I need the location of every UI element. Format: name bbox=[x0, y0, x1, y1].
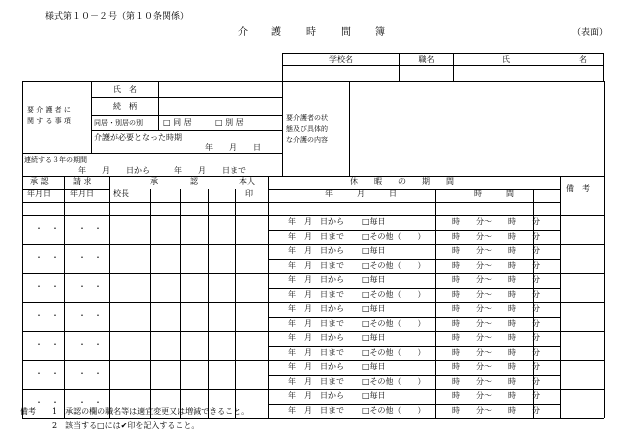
school-cell[interactable] bbox=[283, 66, 400, 82]
request-date-cell: ・ ・ bbox=[78, 311, 102, 320]
care-relation-label: 続 柄 bbox=[113, 102, 137, 111]
name-header bbox=[454, 54, 604, 66]
approve-header: 承 認 bbox=[150, 177, 198, 186]
notes-label: 備考 bbox=[20, 407, 36, 416]
title-char: 時 bbox=[306, 27, 316, 38]
title-char: 簿 bbox=[375, 27, 385, 38]
leave-time-from: 時 分～ 時 分 bbox=[452, 275, 540, 284]
title-char: 護 bbox=[271, 27, 281, 38]
name-cell[interactable] bbox=[454, 66, 604, 82]
job-cell[interactable] bbox=[400, 66, 454, 82]
leave-period-header: 休 暇 の 期 間 bbox=[350, 177, 454, 186]
note-item: 1 承認の欄の職名等は適宜変更又は増減できること。 bbox=[52, 407, 250, 416]
leave-time-to: 時 分～ 時 分 bbox=[452, 319, 540, 328]
leave-date-from: 年 月 日から bbox=[288, 246, 344, 255]
leave-time-to: 時 分～ 時 分 bbox=[452, 348, 540, 357]
care-section-label: 要 介 護 者 に bbox=[27, 106, 71, 114]
title-char: 間 bbox=[341, 27, 351, 38]
staff-table bbox=[282, 53, 604, 82]
condition-label: な介護の内容 bbox=[286, 136, 328, 144]
daily-option[interactable]: □毎日 bbox=[362, 391, 386, 400]
leave-time-to: 時 分～ 時 分 bbox=[452, 406, 540, 415]
condition-label: 態及び具体的 bbox=[286, 125, 328, 133]
other-option[interactable]: □その他（ ） bbox=[362, 406, 426, 415]
leave-date-from: 年 月 日から bbox=[288, 275, 344, 284]
request-date-cell: ・ ・ bbox=[78, 224, 102, 233]
living-label: 同居・別居の別 bbox=[94, 119, 143, 127]
other-option[interactable]: □その他（ ） bbox=[362, 261, 426, 270]
daily-option[interactable]: □毎日 bbox=[362, 246, 386, 255]
leave-time-from: 時 分～ 時 分 bbox=[452, 362, 540, 371]
approval-date-cell: ・ ・ bbox=[35, 282, 59, 291]
living-option-together[interactable]: □ 同 居 bbox=[163, 118, 192, 127]
leave-date-to: 年 月 日まで bbox=[288, 377, 344, 386]
request-date-cell: ・ ・ bbox=[78, 282, 102, 291]
leave-date-to: 年 月 日まで bbox=[288, 319, 344, 328]
principal-header: 校長 bbox=[113, 189, 129, 198]
leave-time-to: 時 分～ 時 分 bbox=[452, 290, 540, 299]
leave-date-from: 年 月 日から bbox=[288, 391, 344, 400]
period-label: 連続する３年の期間 bbox=[24, 156, 87, 164]
approval-date-cell: ・ ・ bbox=[35, 311, 59, 320]
leave-date-from: 年 月 日から bbox=[288, 362, 344, 371]
leave-date-from: 年 月 日から bbox=[288, 217, 344, 226]
name-header-char: 氏 bbox=[502, 55, 510, 64]
approval-date-cell: ・ ・ bbox=[35, 369, 59, 378]
request-header: 請 求 bbox=[73, 177, 92, 186]
note-item: 2 該当する□には✔印を記入すること。 bbox=[52, 421, 200, 430]
leave-date-from: 年 月 日から bbox=[288, 304, 344, 313]
other-option[interactable]: □その他（ ） bbox=[362, 348, 426, 357]
approval-date-cell: ・ ・ bbox=[35, 340, 59, 349]
seal-header: 印 bbox=[245, 189, 253, 198]
leave-date-from: 年 月 日から bbox=[288, 333, 344, 342]
other-option[interactable]: □その他（ ） bbox=[362, 290, 426, 299]
leave-date-header: 年 月 日 bbox=[325, 189, 397, 198]
leave-time-from: 時 分～ 時 分 bbox=[452, 304, 540, 313]
name-header-char: 名 bbox=[579, 55, 587, 64]
leave-date-to: 年 月 日まで bbox=[288, 232, 344, 241]
daily-option[interactable]: □毎日 bbox=[362, 275, 386, 284]
care-name-label: 氏 名 bbox=[113, 85, 137, 94]
title-char: 介 bbox=[238, 27, 248, 38]
approval-date-cell: ・ ・ bbox=[35, 398, 59, 407]
approval-date-header: 年月日 bbox=[27, 189, 51, 198]
daily-option[interactable]: □毎日 bbox=[362, 217, 386, 226]
job-header: 職名 bbox=[400, 54, 454, 66]
living-option-separate[interactable]: □ 別 居 bbox=[215, 118, 244, 127]
remarks-header: 備 考 bbox=[566, 184, 590, 193]
approval-date-cell: ・ ・ bbox=[35, 253, 59, 262]
period-range: 年 月 日から 年 月 日まで bbox=[78, 166, 246, 175]
leave-time-from: 時 分～ 時 分 bbox=[452, 246, 540, 255]
leave-date-to: 年 月 日まで bbox=[288, 290, 344, 299]
approval-header: 承 認 bbox=[30, 177, 49, 186]
other-option[interactable]: □その他（ ） bbox=[362, 377, 426, 386]
self-header: 本人 bbox=[239, 177, 255, 186]
care-since-value: 年 月 日 bbox=[205, 143, 261, 152]
leave-time-from: 時 分～ 時 分 bbox=[452, 333, 540, 342]
care-section-label: 関 す る 事 項 bbox=[27, 117, 71, 125]
leave-time-to: 時 分～ 時 分 bbox=[452, 232, 540, 241]
leave-time-header: 時 間 bbox=[474, 189, 514, 198]
daily-option[interactable]: □毎日 bbox=[362, 362, 386, 371]
other-option[interactable]: □その他（ ） bbox=[362, 319, 426, 328]
care-since-label: 介護が必要となった時期 bbox=[94, 133, 182, 142]
leave-time-from: 時 分～ 時 分 bbox=[452, 391, 540, 400]
request-date-header: 年月日 bbox=[70, 189, 94, 198]
request-date-cell: ・ ・ bbox=[78, 398, 102, 407]
approval-date-cell: ・ ・ bbox=[35, 224, 59, 233]
school-header: 学校名 bbox=[283, 54, 400, 66]
condition-label: 要介護者の状 bbox=[286, 114, 328, 122]
request-date-cell: ・ ・ bbox=[78, 369, 102, 378]
leave-date-to: 年 月 日まで bbox=[288, 348, 344, 357]
request-date-cell: ・ ・ bbox=[78, 253, 102, 262]
leave-time-from: 時 分～ 時 分 bbox=[452, 217, 540, 226]
leave-time-to: 時 分～ 時 分 bbox=[452, 377, 540, 386]
leave-date-to: 年 月 日まで bbox=[288, 261, 344, 270]
request-date-cell: ・ ・ bbox=[78, 340, 102, 349]
other-option[interactable]: □その他（ ） bbox=[362, 232, 426, 241]
daily-option[interactable]: □毎日 bbox=[362, 333, 386, 342]
side-label: （表面） bbox=[572, 28, 609, 38]
leave-time-to: 時 分～ 時 分 bbox=[452, 261, 540, 270]
daily-option[interactable]: □毎日 bbox=[362, 304, 386, 313]
leave-date-to: 年 月 日まで bbox=[288, 406, 344, 415]
form-number: 様式第１０－２号（第１０条関係） bbox=[45, 12, 190, 22]
